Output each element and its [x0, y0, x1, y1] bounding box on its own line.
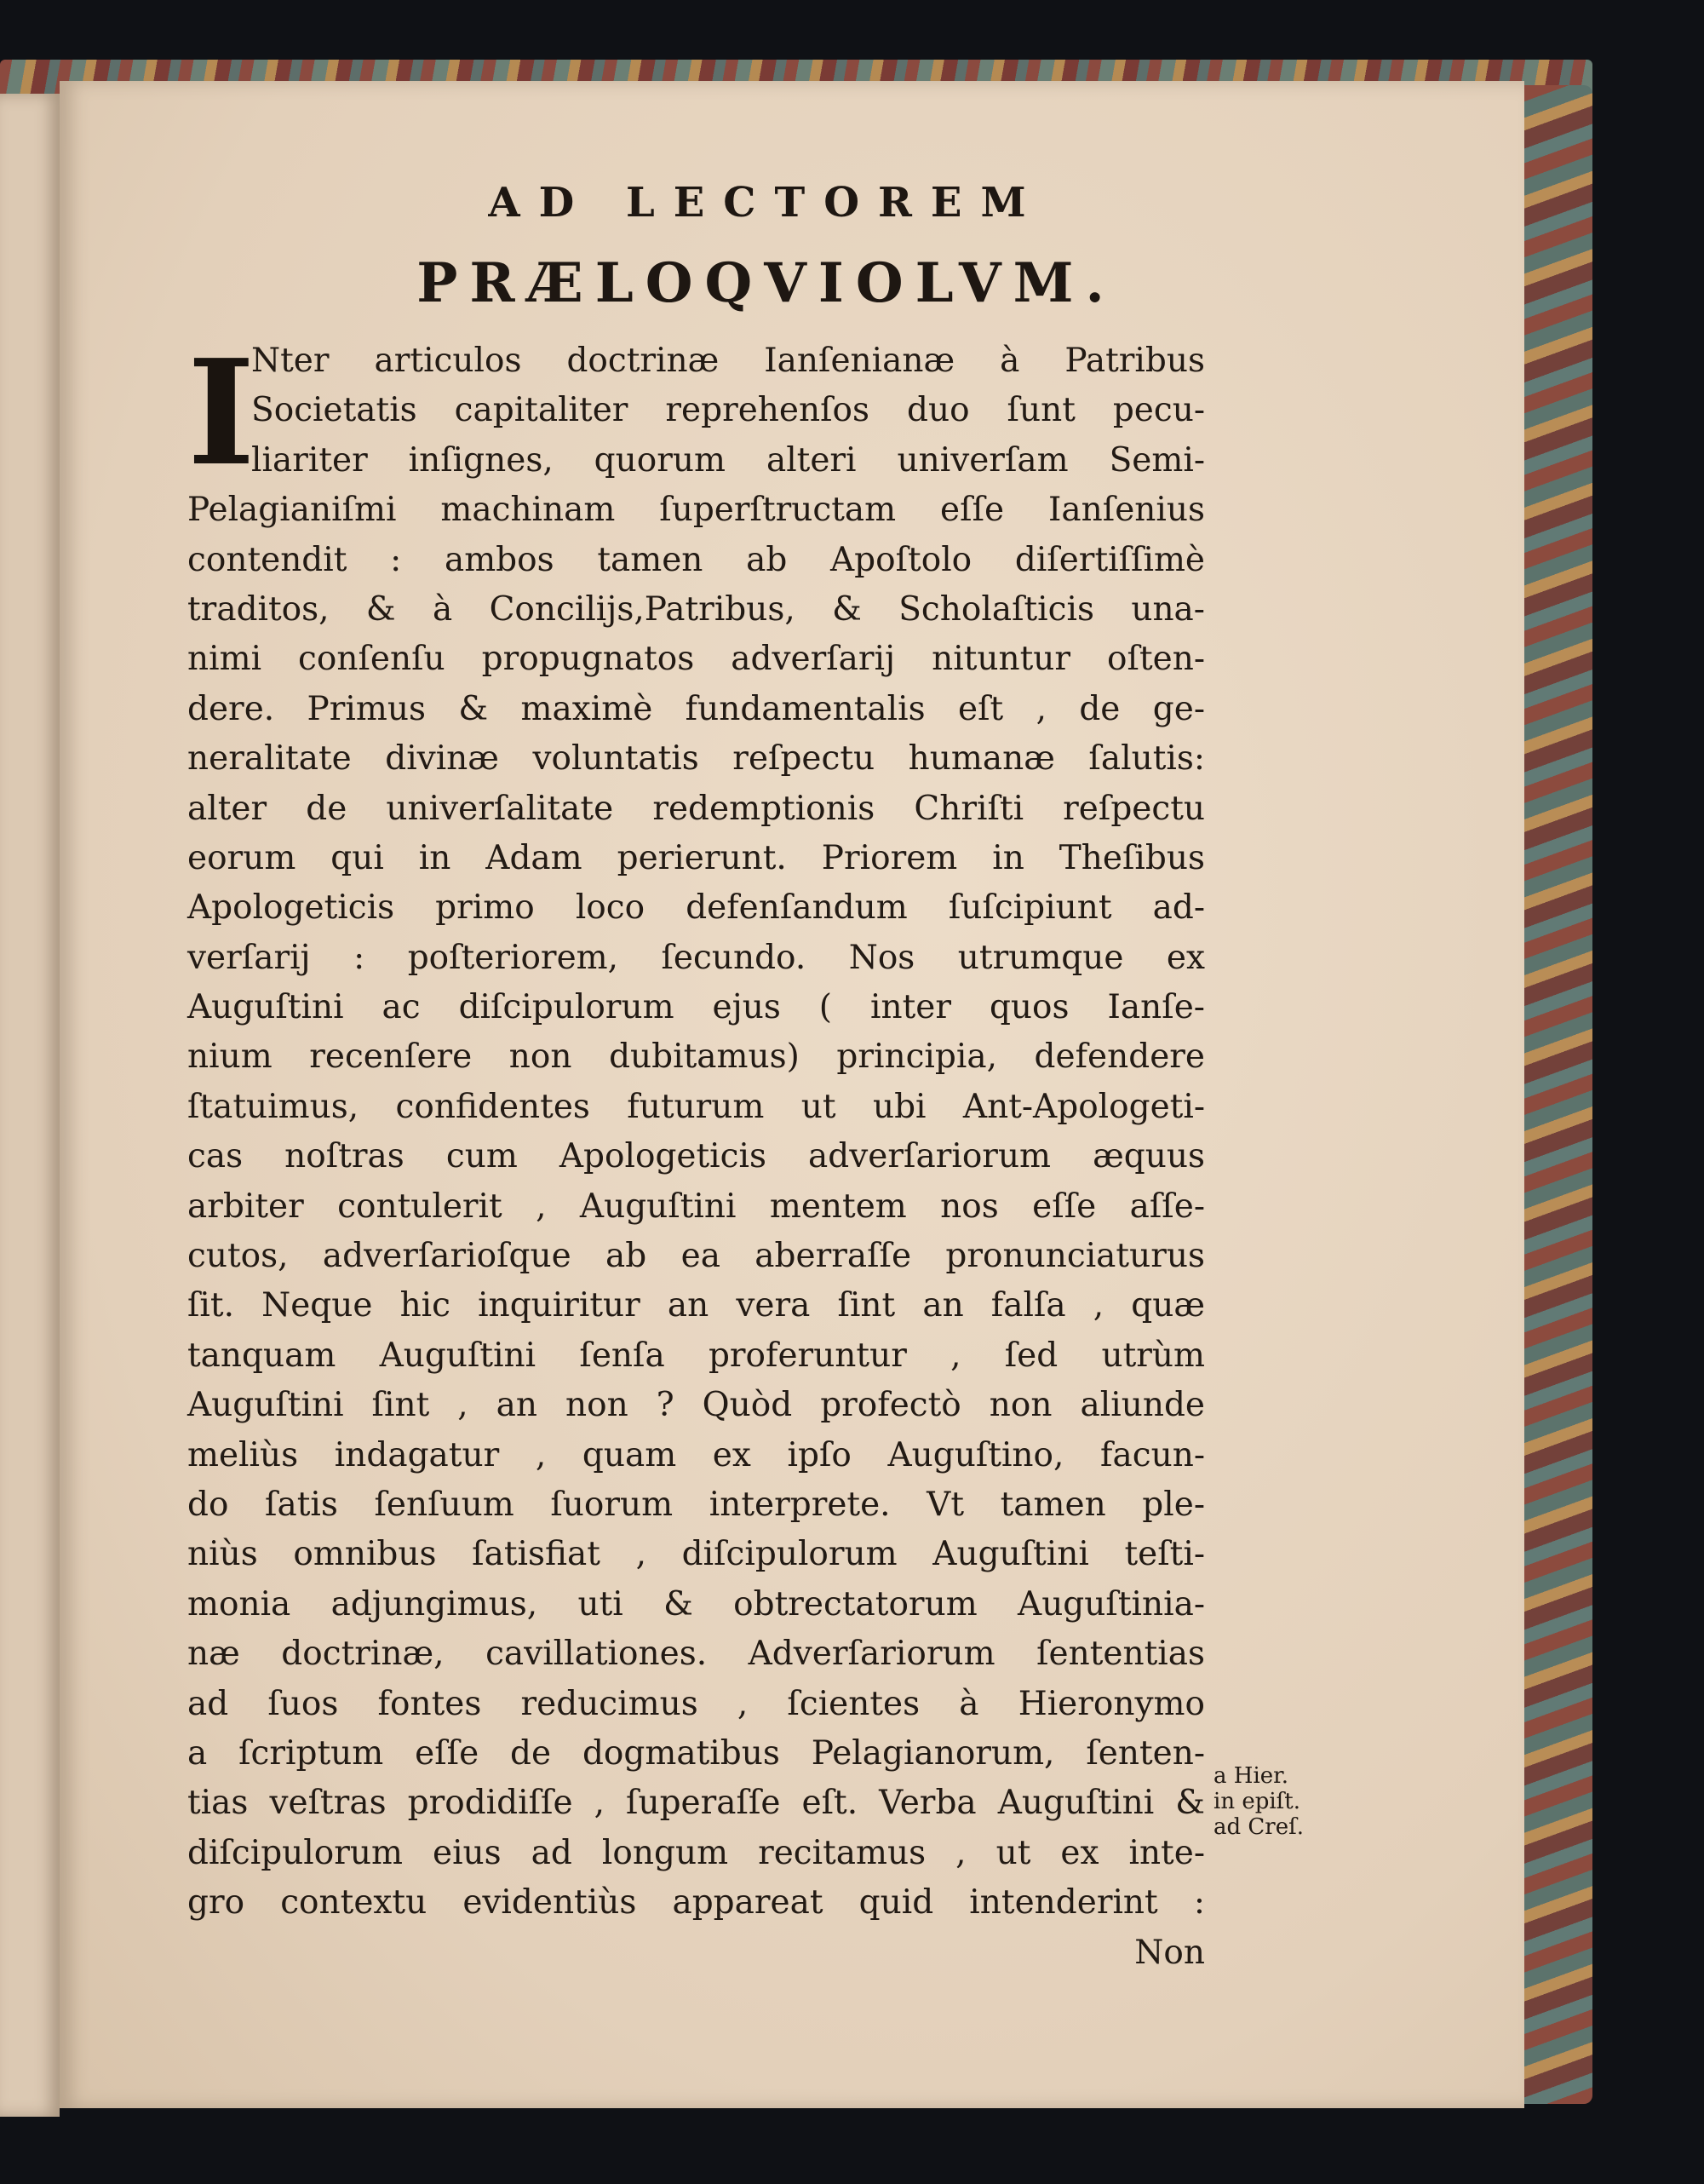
text-line: gro contextu evidentiùs appareat quid intenderint :: [187, 1883, 1205, 1922]
text-line: monia adjungimus, uti & obtrectatorum Auguſtinia-: [187, 1584, 1205, 1624]
text-line: arbiter contulerit , Auguſtini mentem nos eſſe aſſe-: [187, 1187, 1205, 1226]
text-line: neralitate divinæ voluntatis reſpectu humanæ ſalutis:: [187, 739, 1205, 779]
heading-line-2: PRÆLOQVIOLVM.: [416, 251, 1116, 315]
book-page: [60, 81, 1524, 2108]
text-line: verſarij : poſteriorem, ſecundo. Nos utrumque ex: [187, 938, 1205, 977]
text-line: cas noſtras cum Apologeticis adverſariorum æquus: [187, 1137, 1205, 1176]
text-line: niùs omnibus ſatisfiat , diſcipulorum Auguſtini teſti-: [187, 1535, 1205, 1574]
text-line: meliùs indagatur , quam ex ipſo Auguſtino, facun-: [187, 1435, 1205, 1474]
text-line: næ doctrinæ, cavillationes. Adverſariorum ſententias: [187, 1635, 1205, 1674]
drop-cap: I: [187, 328, 255, 498]
heading-line-1: AD LECTOREM: [488, 179, 1045, 227]
text-line: eorum qui in Adam perierunt. Priorem in Theſibus: [187, 838, 1205, 877]
catchword: Non: [1134, 1934, 1205, 1972]
text-line: alter de univerſalitate redemptionis Chriſti reſpectu: [187, 789, 1205, 828]
text-line: liariter inſignes, quorum alteri univerſam Semi-: [251, 440, 1205, 480]
text-line: traditos, & à Concilijs,Patribus, & Scholaſticis una-: [187, 589, 1205, 629]
text-line: Auguſtini ſint , an non ? Quòd profectò non aliunde: [187, 1386, 1205, 1425]
body-text: [187, 328, 1205, 1928]
text-line: contendit : ambos tamen ab Apoſtolo diſertiſſimè: [187, 540, 1205, 579]
marbled-fore-edge: [1524, 85, 1592, 2104]
text-line: nium recenſere non dubitamus) principia, defendere: [187, 1037, 1205, 1077]
text-line: nimi conſenſu propugnatos adverſarij nituntur oſten-: [187, 640, 1205, 679]
text-line: Societatis capitaliter reprehenſos duo ſunt pecu-: [251, 391, 1205, 430]
text-line: Pelagianiſmi machinam ſuperſtructam eſſe Ianſenius: [187, 491, 1205, 530]
facing-page-edge: [0, 94, 60, 2117]
text-line: Auguſtini ac diſcipulorum ejus ( inter quos Ianſe-: [187, 988, 1205, 1027]
text-line: a ſcriptum eſſe de dogmatibus Pelagianorum, ſenten-: [187, 1733, 1205, 1773]
text-line: Nter articulos doctrinæ Ianſenianæ à Patribus: [251, 342, 1205, 380]
text-line: tias veſtras prodidiſſe , ſuperaſſe eſt. Verba Auguſtini &: [187, 1784, 1205, 1823]
text-line: ad ſuos fontes reducimus , ſcientes à Hieronymo: [187, 1684, 1205, 1723]
text-line: ſit. Neque hic inquiritur an vera ſint an falſa , quæ: [187, 1286, 1205, 1325]
text-line: cutos, adverſarioſque ab ea aberraſſe pronunciaturus: [187, 1237, 1205, 1276]
text-line: Apologeticis primo loco defenſandum ſuſcipiunt ad-: [187, 888, 1205, 928]
text-line: do ſatis ſenſuum ſuorum interprete. Vt tamen ple-: [187, 1485, 1205, 1524]
margin-note: a Hier. in epiſt. ad Creſ.: [1213, 1763, 1305, 1840]
text-line: ſtatuimus, confidentes futurum ut ubi Ant-Apologeti-: [187, 1087, 1205, 1126]
text-line: tanquam Auguſtini ſenſa proferuntur , ſed utrùm: [187, 1336, 1205, 1375]
text-line: dere. Primus & maximè fundamentalis eſt , de ge-: [187, 689, 1205, 728]
text-line: diſcipulorum eius ad longum recitamus , ut ex inte-: [187, 1833, 1205, 1872]
